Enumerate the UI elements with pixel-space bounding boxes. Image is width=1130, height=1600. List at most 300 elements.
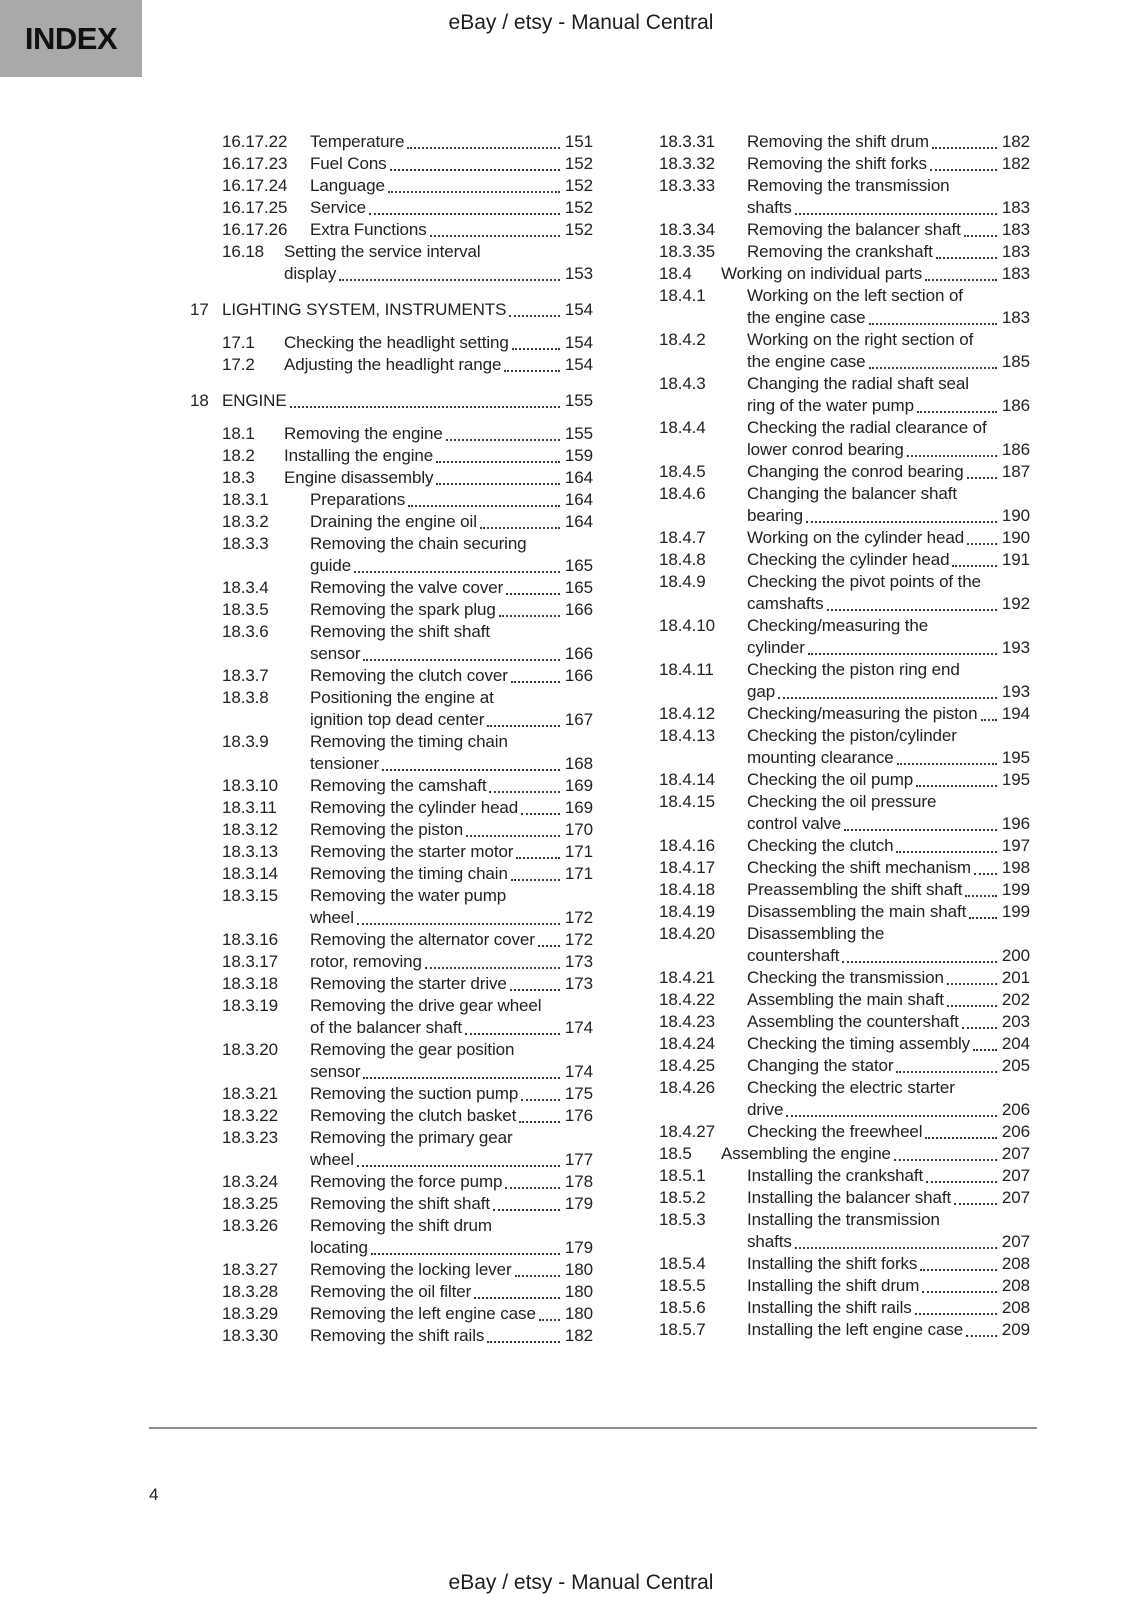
toc-entry-row	[627, 241, 1030, 263]
toc-entry-line	[310, 665, 593, 687]
toc-entry-page: 208	[1001, 1254, 1030, 1273]
toc-entry-line	[310, 511, 593, 533]
toc-entry-line	[747, 571, 1030, 593]
toc-entry-line	[310, 1171, 593, 1193]
toc-entry-page: 180	[564, 1260, 593, 1279]
toc-entry-body	[747, 549, 1030, 571]
toc-entry-title: LIGHTING SYSTEM, INSTRUMENTS	[222, 300, 507, 319]
toc-entry-row	[627, 725, 1030, 769]
toc-entry-number: 18.4.22	[659, 990, 716, 1009]
toc-entry-number: 18.4.3	[659, 374, 706, 393]
toc-entry-title: Installing the shift drum	[747, 1276, 920, 1295]
toc-entry-page: 207	[1001, 1144, 1030, 1163]
toc-entry-row	[190, 445, 593, 467]
toc-entry-body	[747, 923, 1030, 967]
toc-entry-title: Removing the shift drum	[747, 132, 929, 151]
toc-entry-page: 205	[1001, 1056, 1030, 1075]
toc-entry-body	[310, 1303, 593, 1325]
toc-entry-body	[747, 1011, 1030, 1033]
toc-entry-row	[627, 1033, 1030, 1055]
toc-entry-page: 202	[1001, 990, 1030, 1009]
toc-entry-title-continued: tensioner	[310, 754, 380, 773]
toc-entry-title: Removing the balancer shaft	[747, 220, 961, 239]
toc-entry-body	[310, 1215, 593, 1259]
toc-entry-title: Disassembling the main shaft	[747, 902, 967, 921]
toc-entry-page: 165	[564, 578, 593, 597]
toc-entry-line	[310, 973, 593, 995]
toc-entry-page: 173	[564, 974, 593, 993]
toc-entry-title: Checking the headlight setting	[284, 333, 509, 352]
footer-divider	[149, 1427, 1037, 1429]
toc-entry-title: Extra Functions	[310, 220, 427, 239]
index-label: INDEX	[24, 20, 118, 56]
toc-entry-number: 18.3.6	[222, 622, 269, 641]
dot-leader	[869, 367, 997, 369]
toc-entry-line	[747, 835, 1030, 857]
dot-leader	[436, 461, 560, 463]
toc-entry-row	[190, 599, 593, 621]
toc-entry-body	[310, 687, 593, 731]
toc-entry-line	[747, 197, 1030, 219]
toc-entry-title: Removing the primary gear	[310, 1128, 513, 1147]
toc-entry-line	[284, 445, 593, 467]
header-title: eBay / etsy - Manual Central	[448, 11, 714, 34]
toc-entry-line	[310, 1193, 593, 1215]
toc-entry-title: Removing the crankshaft	[747, 242, 933, 261]
toc-entry-row	[190, 1127, 593, 1171]
toc-entry-page: 177	[564, 1150, 593, 1169]
toc-entry-row	[627, 263, 1030, 285]
toc-entry-number: 18.2	[222, 446, 255, 465]
toc-entry-number: 18.4.12	[659, 704, 716, 723]
toc-entry-body	[310, 219, 593, 241]
toc-entry-page: 198	[1001, 858, 1030, 877]
toc-entry-number: 18.4	[659, 264, 692, 283]
dot-leader	[915, 1313, 997, 1315]
dot-leader	[539, 1319, 560, 1321]
toc-entry-body	[310, 599, 593, 621]
toc-entry-title: Removing the shift forks	[747, 154, 927, 173]
toc-entry-line	[310, 687, 593, 709]
dot-leader	[363, 1077, 560, 1079]
toc-entry-page: 174	[564, 1062, 593, 1081]
toc-entry-title: Installing the engine	[284, 446, 434, 465]
toc-entry-number: 16.17.22	[222, 132, 288, 151]
toc-entry-line	[747, 813, 1030, 835]
dot-leader	[511, 879, 560, 881]
toc-entry-line	[747, 791, 1030, 813]
toc-entry-title: Checking the timing assembly	[747, 1034, 971, 1053]
toc-entry-row	[627, 1165, 1030, 1187]
toc-entry-title-continued: ring of the water pump	[747, 396, 914, 415]
toc-entry-body	[747, 967, 1030, 989]
toc-entry-number: 18.3.23	[222, 1128, 279, 1147]
toc-entry-page: 167	[564, 710, 593, 729]
dot-leader	[917, 411, 997, 413]
toc-entry-line	[310, 175, 593, 197]
dot-leader	[844, 829, 997, 831]
toc-entry-number: 18.3.18	[222, 974, 279, 993]
toc-entry-line	[310, 621, 593, 643]
toc-entry-row	[627, 1275, 1030, 1297]
dot-leader	[954, 1203, 997, 1205]
toc-entry-page: 193	[1001, 682, 1030, 701]
toc-entry-page: 192	[1001, 594, 1030, 613]
toc-entry-page: 168	[564, 754, 593, 773]
toc-entry-line	[310, 555, 593, 577]
toc-entry-number: 18.3.29	[222, 1304, 279, 1323]
toc-entry-body	[310, 1171, 593, 1193]
toc-entry-row	[190, 1171, 593, 1193]
toc-entry-number: 17.2	[222, 355, 255, 374]
dot-leader	[369, 213, 560, 215]
toc-entry-page: 152	[564, 220, 593, 239]
toc-entry-body	[747, 1033, 1030, 1055]
toc-entry-number: 18.3.17	[222, 952, 279, 971]
toc-entry-row	[190, 332, 593, 354]
toc-entry-number: 18.3.21	[222, 1084, 279, 1103]
toc-entry-page: 169	[564, 776, 593, 795]
toc-entry-title: Removing the gear position	[310, 1040, 515, 1059]
toc-entry-row	[627, 153, 1030, 175]
toc-entry-line	[310, 1039, 593, 1061]
toc-entry-title: Removing the shift drum	[310, 1216, 492, 1235]
dot-leader	[354, 571, 560, 573]
dot-leader	[925, 1137, 997, 1139]
toc-entry-number: 18.3.3	[222, 534, 269, 553]
toc-entry-row	[190, 354, 593, 376]
dot-leader	[930, 169, 997, 171]
dot-leader	[521, 813, 560, 815]
toc-entry-page: 151	[564, 132, 593, 151]
toc-entry-page: 182	[564, 1326, 593, 1345]
toc-entry-line	[222, 299, 593, 321]
toc-entry-number: 18.3.9	[222, 732, 269, 751]
toc-entry-number: 17	[190, 300, 209, 319]
toc-entry-row	[627, 923, 1030, 967]
toc-entry-number: 18.3.26	[222, 1216, 279, 1235]
toc-entry-title: Checking the shift mechanism	[747, 858, 971, 877]
toc-entry-line	[310, 489, 593, 511]
toc-entry-line	[747, 1319, 1030, 1341]
toc-entry-row	[627, 1253, 1030, 1275]
toc-entry-number: 18.3.13	[222, 842, 279, 861]
toc-entry-body	[747, 1253, 1030, 1275]
toc-entry-body	[721, 1143, 1030, 1165]
toc-entry-row	[190, 863, 593, 885]
toc-entry-body	[222, 390, 593, 412]
toc-entry-number: 18.4.19	[659, 902, 716, 921]
dot-leader	[974, 873, 997, 875]
toc-entry-number: 18.4.1	[659, 286, 706, 305]
toc-entry-number: 18.3.33	[659, 176, 716, 195]
toc-entry-number: 18.3.1	[222, 490, 269, 509]
toc-entry-row	[627, 1011, 1030, 1033]
toc-entry-title-continued: the engine case	[747, 308, 866, 327]
toc-entry-row	[190, 489, 593, 511]
toc-entry-line	[747, 857, 1030, 879]
toc-entry-page: 194	[1001, 704, 1030, 723]
toc-entry-line	[747, 1275, 1030, 1297]
toc-entry-page: 155	[564, 391, 593, 410]
toc-entry-body	[310, 621, 593, 665]
toc-entry-line	[310, 907, 593, 929]
toc-entry-number: 17.1	[222, 333, 255, 352]
toc-entry-body	[310, 577, 593, 599]
dot-leader	[521, 1099, 560, 1101]
toc-entry-row	[627, 1297, 1030, 1319]
toc-entry-body	[747, 153, 1030, 175]
toc-entry-title: Working on individual parts	[721, 264, 923, 283]
toc-entry-line	[747, 1077, 1030, 1099]
toc-entry-number: 18.3.34	[659, 220, 716, 239]
toc-entry-title: Removing the force pump	[310, 1172, 503, 1191]
toc-entry-body	[310, 1127, 593, 1171]
toc-entry-title-continued: sensor	[310, 644, 361, 663]
toc-entry-line	[310, 219, 593, 241]
toc-entry-line	[284, 354, 593, 376]
toc-entry-body	[310, 1325, 593, 1347]
toc-entry-page: 207	[1001, 1232, 1030, 1251]
toc-entry-page: 154	[564, 355, 593, 374]
toc-entry-number: 18.5.6	[659, 1298, 706, 1317]
toc-entry-title: Installing the shift forks	[747, 1254, 918, 1273]
toc-entry-number: 18.5.2	[659, 1188, 706, 1207]
dot-leader	[465, 1033, 560, 1035]
toc-entry-body	[310, 533, 593, 577]
toc-entry-page: 186	[1001, 440, 1030, 459]
toc-entry-body	[747, 879, 1030, 901]
dot-leader	[474, 1297, 560, 1299]
toc-entry-title: Removing the starter motor	[310, 842, 514, 861]
toc-entry-line	[747, 175, 1030, 197]
dot-leader	[926, 1181, 997, 1183]
dot-leader	[480, 527, 560, 529]
toc-entry-body	[747, 1297, 1030, 1319]
toc-entry-number: 18.3.14	[222, 864, 279, 883]
toc-entry-body	[747, 571, 1030, 615]
toc-entry-line	[310, 1017, 593, 1039]
dot-leader	[407, 147, 560, 149]
toc-entry-page: 164	[564, 512, 593, 531]
toc-entry-number: 18.4.24	[659, 1034, 716, 1053]
dot-leader	[778, 697, 997, 699]
toc-entry-title: Changing the conrod bearing	[747, 462, 964, 481]
toc-entry-number: 18.3.22	[222, 1106, 279, 1125]
toc-entry-title-continued: control valve	[747, 814, 842, 833]
toc-entry-number: 18.3.31	[659, 132, 716, 151]
dot-leader	[965, 895, 997, 897]
toc-entry-row	[627, 285, 1030, 329]
toc-entry-line	[747, 505, 1030, 527]
toc-entry-body	[310, 1193, 593, 1215]
toc-entry-title: Removing the starter drive	[310, 974, 507, 993]
toc-entry-title: Changing the balancer shaft	[747, 484, 957, 503]
toc-entry-line	[310, 1281, 593, 1303]
toc-entry-row	[627, 329, 1030, 373]
toc-entry-page: 180	[564, 1304, 593, 1323]
toc-entry-row	[627, 461, 1030, 483]
dot-leader	[504, 370, 560, 372]
toc-entry-row	[627, 1121, 1030, 1143]
dot-leader	[538, 945, 560, 947]
toc-entry-title: Checking the oil pump	[747, 770, 914, 789]
toc-entry-page: 208	[1001, 1298, 1030, 1317]
toc-entry-title: Fuel Cons	[310, 154, 387, 173]
toc-entry-body	[747, 615, 1030, 659]
toc-entry-page: 185	[1001, 352, 1030, 371]
toc-entry-title-continued: gap	[747, 682, 776, 701]
toc-entry-title: Assembling the engine	[721, 1144, 891, 1163]
toc-entry-row	[627, 615, 1030, 659]
toc-column-left	[190, 131, 593, 1347]
toc-entry-row	[627, 989, 1030, 1011]
toc-entry-number: 18.4.18	[659, 880, 716, 899]
toc-entry-number: 18.4.2	[659, 330, 706, 349]
toc-entry-line	[310, 797, 593, 819]
toc-entry-body	[747, 373, 1030, 417]
dot-leader	[947, 1005, 997, 1007]
dot-leader	[510, 989, 560, 991]
toc-entry-page: 199	[1001, 902, 1030, 921]
toc-entry-body	[284, 354, 593, 376]
toc-entry-line	[310, 1061, 593, 1083]
dot-leader	[922, 1291, 997, 1293]
toc-entry-title: Draining the engine oil	[310, 512, 477, 531]
toc-entry-body	[747, 1209, 1030, 1253]
toc-entry-page: 195	[1001, 748, 1030, 767]
toc-entry-body	[747, 857, 1030, 879]
toc-entry-line	[747, 417, 1030, 439]
toc-entry-line	[721, 263, 1030, 285]
toc-entry-row	[190, 423, 593, 445]
dot-leader	[511, 681, 560, 683]
toc-entry-number: 18.5	[659, 1144, 692, 1163]
toc-entry-title: Changing the stator	[747, 1056, 894, 1075]
toc-entry-title: Language	[310, 176, 385, 195]
toc-entry-line	[747, 615, 1030, 637]
toc-entry-line	[747, 1209, 1030, 1231]
toc-entry-number: 18.3.30	[222, 1326, 279, 1345]
toc-entry-page: 183	[1001, 220, 1030, 239]
toc-entry-body	[284, 241, 593, 285]
toc-entry-line	[747, 1121, 1030, 1143]
toc-entry-line	[747, 549, 1030, 571]
toc-entry-title: Removing the left engine case	[310, 1304, 536, 1323]
toc-entry-title: Disassembling the	[747, 924, 885, 943]
toc-entry-row	[190, 819, 593, 841]
toc-entry-page: 164	[564, 468, 593, 487]
toc-entry-title: Checking the radial clearance of	[747, 418, 987, 437]
toc-entry-row	[190, 621, 593, 665]
toc-entry-body	[721, 263, 1030, 285]
toc-entry-page: 152	[564, 154, 593, 173]
toc-entry-line	[310, 1215, 593, 1237]
toc-entry-number: 18.4.11	[659, 660, 714, 679]
toc-entry-row	[190, 241, 593, 285]
toc-columns	[190, 131, 1030, 1347]
toc-entry-page: 170	[564, 820, 593, 839]
toc-entry-page: 182	[1001, 154, 1030, 173]
toc-entry-page: 173	[564, 952, 593, 971]
dot-leader	[795, 1247, 997, 1249]
toc-entry-title: Removing the cylinder head	[310, 798, 519, 817]
toc-entry-line	[747, 681, 1030, 703]
toc-entry-page: 174	[564, 1018, 593, 1037]
toc-entry-title: Removing the alternator cover	[310, 930, 535, 949]
toc-entry-number: 18	[190, 391, 209, 410]
toc-entry-line	[747, 1011, 1030, 1033]
toc-entry-body	[747, 329, 1030, 373]
toc-entry-body	[747, 175, 1030, 219]
toc-entry-number: 18.3.24	[222, 1172, 279, 1191]
toc-entry-body	[310, 1281, 593, 1303]
toc-entry-row	[190, 951, 593, 973]
toc-entry-number: 18.4.21	[659, 968, 716, 987]
dot-leader	[795, 213, 997, 215]
toc-entry-title: Checking the freewheel	[747, 1122, 923, 1141]
toc-entry-body	[310, 951, 593, 973]
toc-entry-page: 154	[564, 333, 593, 352]
toc-entry-row	[190, 1039, 593, 1083]
toc-entry-number: 18.1	[222, 424, 255, 443]
toc-entry-row	[190, 885, 593, 929]
toc-entry-body	[747, 1165, 1030, 1187]
toc-entry-line	[747, 483, 1030, 505]
toc-entry-page: 183	[1001, 242, 1030, 261]
toc-entry-row	[190, 797, 593, 819]
toc-entry-title: Checking/measuring the piston	[747, 704, 978, 723]
toc-entry-line	[747, 1099, 1030, 1121]
dot-leader	[290, 406, 560, 408]
toc-entry-title: Installing the transmission	[747, 1210, 940, 1229]
toc-entry-number: 18.5.7	[659, 1320, 706, 1339]
toc-entry-body	[310, 665, 593, 687]
toc-entry-page: 207	[1001, 1166, 1030, 1185]
dot-leader	[408, 505, 560, 507]
dot-leader	[506, 593, 560, 595]
dot-leader	[786, 1115, 997, 1117]
toc-entry-title-continued: countershaft	[747, 946, 840, 965]
toc-entry-line	[310, 885, 593, 907]
toc-entry-row	[627, 1143, 1030, 1165]
toc-entry-body	[310, 797, 593, 819]
toc-entry-line	[747, 395, 1030, 417]
toc-entry-title: Assembling the main shaft	[747, 990, 944, 1009]
toc-entry-page: 166	[564, 666, 593, 685]
dot-leader	[869, 323, 997, 325]
toc-entry-line	[310, 197, 593, 219]
toc-entry-body	[310, 973, 593, 995]
toc-entry-line	[747, 153, 1030, 175]
dot-leader	[357, 1165, 560, 1167]
toc-entry-body	[310, 197, 593, 219]
toc-entry-line	[747, 1231, 1030, 1253]
toc-entry-title: Changing the radial shaft seal	[747, 374, 969, 393]
toc-entry-body	[310, 1105, 593, 1127]
toc-entry-line	[747, 703, 1030, 725]
toc-entry-title: Adjusting the headlight range	[284, 355, 502, 374]
toc-entry-row	[627, 1209, 1030, 1253]
toc-entry-title-continued: wheel	[310, 908, 354, 927]
toc-entry-row	[190, 929, 593, 951]
toc-entry-row	[190, 1215, 593, 1259]
dot-leader	[806, 521, 997, 523]
toc-entry-row	[627, 571, 1030, 615]
toc-entry-line	[747, 725, 1030, 747]
toc-entry-line	[310, 819, 593, 841]
toc-entry-number: 18.4.7	[659, 528, 706, 547]
